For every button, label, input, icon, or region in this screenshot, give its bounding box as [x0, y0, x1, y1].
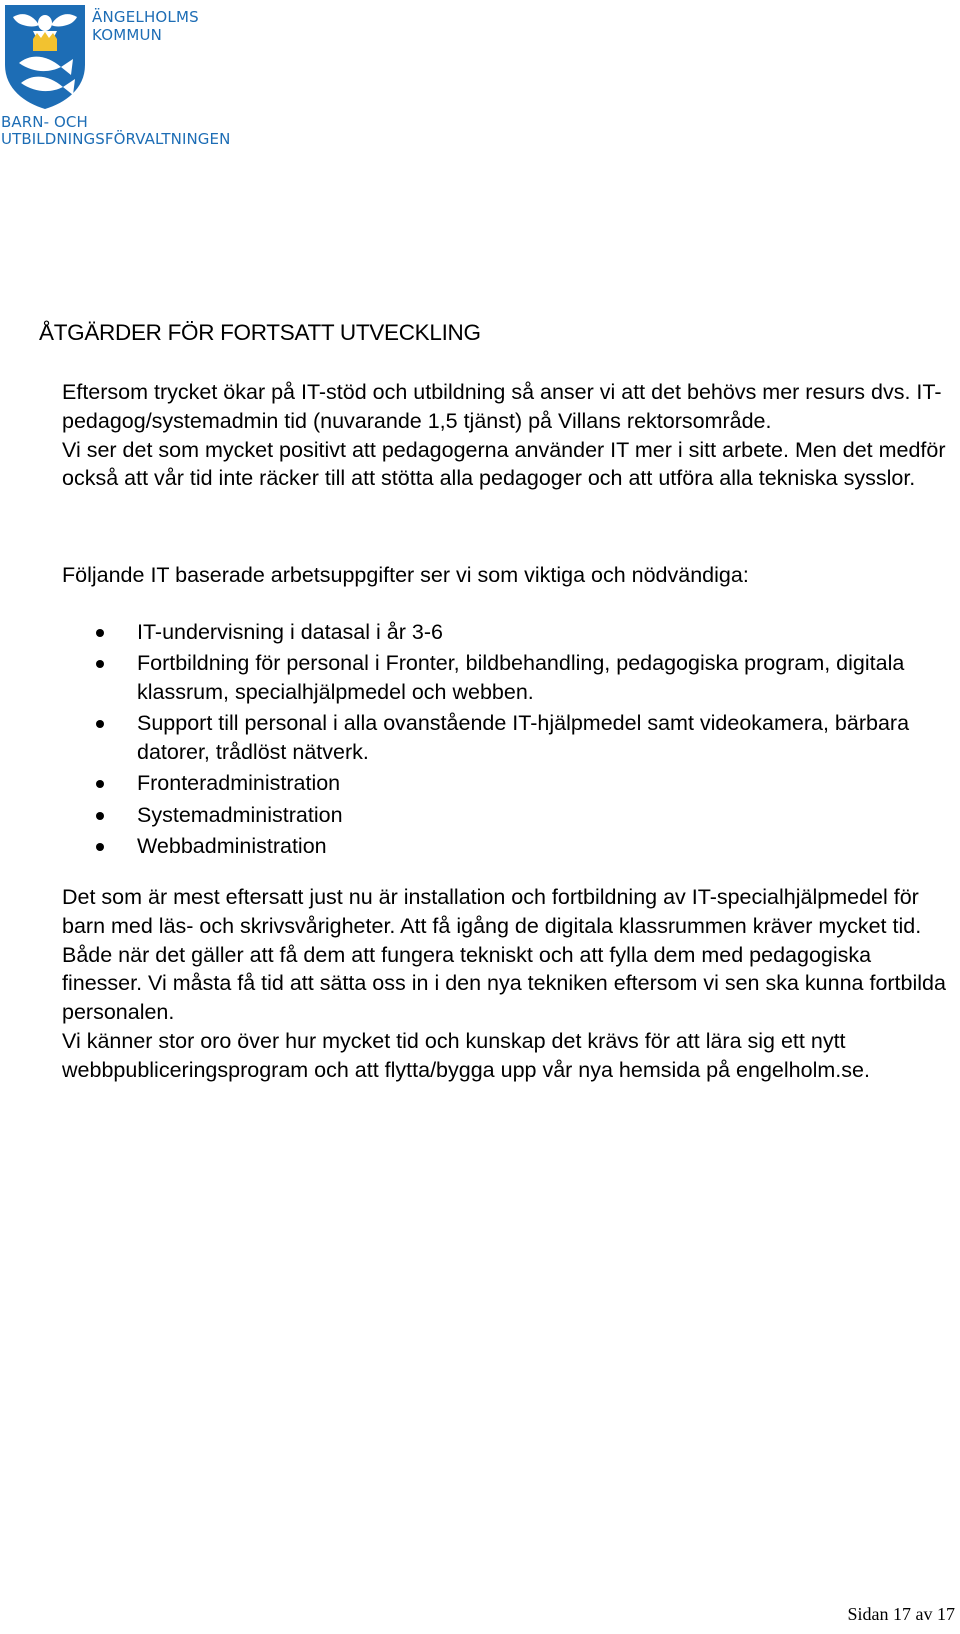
- page-number: Sidan 17 av 17: [847, 1604, 955, 1624]
- section-heading: ÅTGÄRDER FÖR FORTSATT UTVECKLING: [39, 320, 481, 345]
- municipal-crest-icon: [3, 3, 87, 111]
- department-name: [1, 114, 230, 148]
- list-item-text: Systemadministration: [137, 802, 343, 827]
- organization-name-line1: ÄNGELHOLMS: [92, 8, 199, 26]
- paragraph-resources: Eftersom trycket ökar på IT-stöd och utbildning så anser vi att det behövs mer resurs dvs. IT-pedagog/systemadmin tid (nuvarande 1,5 tjänst) på Villans rektorsområde. Vi ser det som mycket positivt att pedagogerna använder IT mer i sitt arbete. Men det medför också att vår tid inte räcker till att stötta alla pedagoger och att utföra alla tekniska sysslor.: [62, 380, 946, 491]
- list-item-text: Fronteradministration: [137, 771, 341, 796]
- department-name-line2: UTBILDNINGSFÖRVALTNINGEN: [1, 130, 231, 148]
- organization-name: [92, 8, 199, 44]
- list-item: [62, 769, 957, 798]
- department-name-line1: BARN- OCH: [1, 113, 88, 131]
- list-item-text: IT-undervisning i datasal i år 3-6: [137, 620, 443, 644]
- list-item: [62, 801, 957, 830]
- task-list: [62, 618, 957, 863]
- bullet-icon: [96, 780, 104, 788]
- paragraph-concerns: Det som är mest eftersatt just nu är installation och fortbildning av IT-specialhjälpmedel för barn med läs- och skrivsvårigheter. Att få igång de digitala klassrummen kräver mycket tid. Både när det gäller att få dem att fungera tekniskt och att fylla dem med pedagogiska finesser. Vi måsta få tid att sätta oss in i den nya tekniken eftersom vi sen ska kunna fortbilda personalen. Vi känner stor oro över hur mycket tid och kunskap det krävs för att lära sig ett nytt webbpubliceringsprogram och att flytta/bygga upp vår nya hemsida på engelholm.se.: [62, 885, 946, 1082]
- list-item: [62, 649, 957, 707]
- letterhead: [0, 0, 260, 150]
- paragraph-tasks-intro: Följande IT baserade arbetsuppgifter ser vi som viktiga och nödvändiga:: [62, 563, 749, 587]
- list-item-text: Support till personal i alla ovanstående IT-hjälpmedel samt videokamera, bärbara datorer, trådlöst nätverk.: [137, 711, 910, 765]
- bullet-icon: [96, 629, 104, 637]
- list-item-text: Fortbildning för personal i Fronter, bildbehandling, pedagogiska program, digitala klassrum, specialhjälpmedel och webben.: [137, 651, 905, 705]
- organization-name-line2: KOMMUN: [92, 26, 163, 44]
- list-item: [62, 709, 957, 767]
- bullet-icon: [96, 812, 104, 820]
- list-item: [62, 618, 957, 647]
- bullet-icon: [96, 843, 104, 851]
- bullet-icon: [96, 720, 104, 728]
- bullet-icon: [96, 660, 104, 668]
- list-item: [62, 832, 957, 861]
- list-item-text: Webbadministration: [137, 834, 327, 859]
